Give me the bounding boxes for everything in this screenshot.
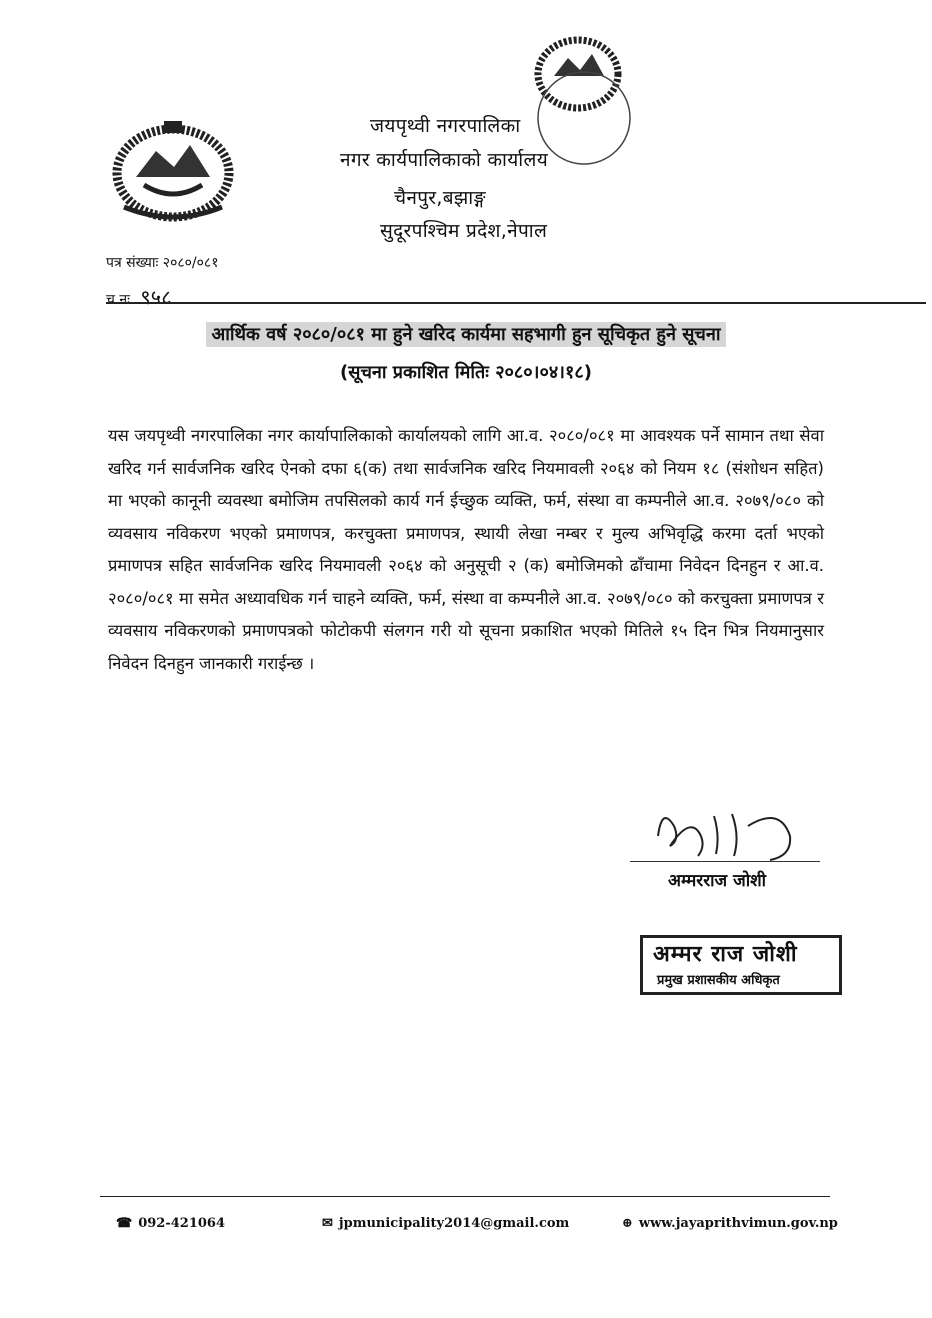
globe-icon: ⊕ [622,1216,633,1231]
signer-name: अम्मरराज जोशी [668,871,767,891]
published-date: (सूचना प्रकाशित मितिः २०८०।०४।१८) [340,362,592,383]
dispatch-label: च.नः [106,292,130,308]
notice-subject [0,322,932,346]
dispatch-value: ९५८ [140,285,172,309]
phone-icon: ☎ [116,1216,133,1231]
handwritten-signature [640,796,840,868]
email-address[interactable]: jpmunicipality2014@gmail.com [338,1216,570,1231]
nepal-government-emblem [104,115,242,227]
office-name: जयपृथ्वी नगरपालिका [370,115,521,137]
footer-email[interactable] [322,1216,569,1231]
signature-line [630,861,820,862]
notice-body: यस जयपृथ्वी नगरपालिका नगर कार्यापालिकाको कार्यालयको लागि आ.व. २०८०/०८१ मा आवश्यक पर्ने सामान तथा सेवा खरिद गर्न सार्वजनिक खरिद ऐनको दफा ६(क) तथा सार्वजनिक खरिद नियमावली २०६४ को नियम १८ (संशोधन सहित) मा भएको कानूनी व्यवस्था बमोजिम तपसिलको कार्य गर्न ईच्छुक व्यक्ति, फर्म, संस्था वा कम्पनीले आ.व. २०७९/०८० को व्यवसाय नविकरण भएको प्रमाणपत्र, करचुक्ता प्रमाणपत्र, स्थायी लेखा नम्बर र मुल्य अभिवृद्धि करमा दर्ता भएको प्रमाणपत्र सहित सार्वजनिक खरिद नियमावली २०६४ को अनुसूची २ (क) बमोजिमको ढाँचामा निवेदन दिनहुन र आ.व. २०८०/०८१ मा समेत अध्यावधिक गर्न चाहने व्यक्ति, फर्म, संस्था वा कम्पनीले आ.व. २०७९/०८० को करचुक्ता प्रमाणपत्र र व्यवसाय नविकरणको प्रमाणपत्रको फोटोकपी संलगन गरी यो सूचना प्रकाशित भएको मितिले १५ दिन भित्र नियमानुसार निवेदन दिनहुन जानकारी गराईन्छ । [108,426,824,673]
name-seal [640,935,842,995]
header-divider [106,302,926,304]
website-url[interactable]: www.jayaprithvimun.gov.np [638,1216,838,1231]
letter-number: पत्र संख्याः २०८०/०८१ [106,255,219,271]
dispatch-number [106,283,172,310]
office-address-line2: सुदूरपश्चिम प्रदेश,नेपाल [380,220,548,242]
office-subtitle: नगर कार्यपालिकाको कार्यालय [340,149,549,171]
phone-number: 092-421064 [138,1216,226,1231]
seal-title: प्रमुख प्रशासकीय अधिकृत [657,973,780,988]
seal-name: अम्मर राज जोशी [653,942,798,967]
envelope-icon: ✉ [322,1216,333,1231]
subject-text: आर्थिक वर्ष २०८०/०८१ मा हुने खरिद कार्यमा सहभागी हुन सूचिकृत हुने सूचना [206,322,727,347]
footer-phone [116,1216,225,1231]
office-address-line1: चैनपुर,बझाङ्ग [394,187,486,209]
footer-website[interactable] [622,1216,838,1231]
footer-divider [100,1196,830,1197]
